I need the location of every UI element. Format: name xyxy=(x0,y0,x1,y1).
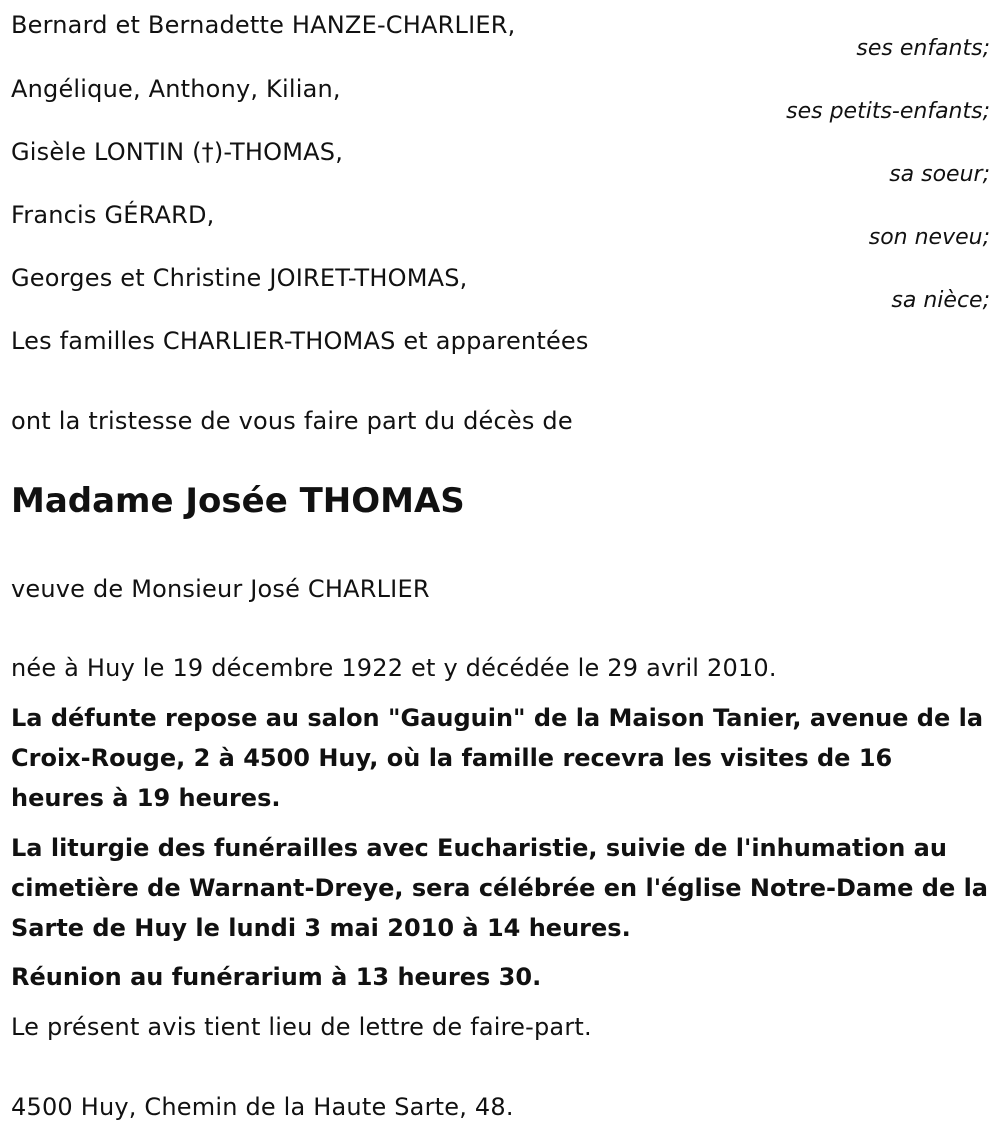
family-name-children: Bernard et Bernadette HANZE-CHARLIER, xyxy=(11,11,516,39)
relation-children: ses enfants; xyxy=(856,36,990,61)
relation-niece: sa nièce; xyxy=(891,288,990,313)
deceased-name: Madame Josée THOMAS xyxy=(11,481,465,521)
widow-of-text: veuve de Monsieur José CHARLIER xyxy=(11,575,430,603)
birth-death-text: née à Huy le 19 décembre 1922 et y décédée le 29 avril 2010. xyxy=(11,654,777,682)
meeting-text: Réunion au funérarium à 13 heures 30. xyxy=(11,963,542,991)
family-name-sister: Gisèle LONTIN (†)-THOMAS, xyxy=(11,138,344,166)
address-text: 4500 Huy, Chemin de la Haute Sarte, 48. xyxy=(11,1093,514,1121)
family-name-relatives: Les familles CHARLIER-THOMAS et apparentées xyxy=(11,327,589,355)
family-name-grandchildren: Angélique, Anthony, Kilian, xyxy=(11,75,341,103)
relation-sister: sa soeur; xyxy=(889,162,990,187)
relation-nephew: son neveu; xyxy=(868,225,990,250)
family-name-nephew: Francis GÉRARD, xyxy=(11,201,215,229)
family-name-niece: Georges et Christine JOIRET-THOMAS, xyxy=(11,264,468,292)
notice-text: Le présent avis tient lieu de lettre de faire-part. xyxy=(11,1013,592,1041)
relation-grandchildren: ses petits-enfants; xyxy=(786,99,990,124)
announcement-text: ont la tristesse de vous faire part du décès de xyxy=(11,407,573,435)
funeral-text: La liturgie des funérailles avec Eucharistie, suivie de l'inhumation au cimetière de Warnant-Dreye, sera célébrée en l'église Notre-Dame de la Sarte de Huy le lundi 3 mai 2010 à 14 heures. xyxy=(11,834,988,942)
viewing-text: La défunte repose au salon "Gauguin" de la Maison Tanier, avenue de la Croix-Rouge, 2 à 4500 Huy, où la famille recevra les visites de 16 heures à 19 heures. xyxy=(11,704,984,812)
